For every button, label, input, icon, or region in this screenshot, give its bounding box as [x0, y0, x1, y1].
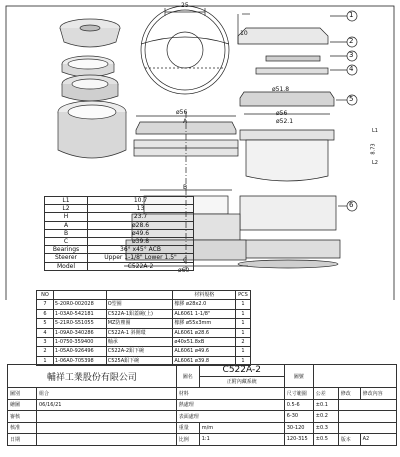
parts-cell-mat: AL6061 ø28.6 — [173, 328, 236, 337]
parts-cell-name: C522A-2鋁下碗 — [106, 347, 173, 356]
top-view — [141, 6, 229, 94]
blank-cell-c — [37, 434, 177, 446]
spec-value: ø49.6 — [88, 229, 194, 237]
spec-key: H — [45, 213, 88, 221]
spec-row — [45, 246, 194, 254]
parts-cell-mat: ø40x51.8xB — [173, 338, 236, 347]
spec-row — [45, 229, 194, 237]
spec-key: L2 — [45, 205, 88, 213]
size-tol-1: ±0.2 — [313, 411, 338, 423]
spec-key: Steerer — [45, 254, 88, 262]
company-name: 輔祥工業股份有限公司 — [8, 365, 177, 388]
parts-cell-pn: 1-0750-359400 — [53, 338, 106, 347]
spec-key: A — [45, 221, 88, 229]
callout-2: 2 — [349, 37, 354, 45]
parts-cell-pcs: 1 — [236, 309, 251, 318]
size-header-3: 修改內容 — [360, 388, 396, 400]
parts-header-pcs: PCS — [236, 291, 251, 300]
parts-row — [37, 338, 251, 347]
size-range-1: 6-30 — [284, 411, 313, 423]
parts-cell-no: 3 — [37, 338, 54, 347]
dim-side-c: L2 — [372, 160, 378, 166]
spec-row — [45, 205, 194, 213]
size-range-2: 30-120 — [284, 422, 313, 434]
parts-header-mat: 材料規格 — [173, 291, 236, 300]
row-field-5: 比例 — [176, 434, 199, 446]
spec-value: 13 — [88, 205, 194, 213]
spec-value: ø39.8 — [88, 238, 194, 246]
parts-cell-name: C522A-1鋁蓋碗(上) — [106, 309, 173, 318]
parts-cell-pn: 5-20R0-002028 — [53, 300, 106, 309]
spec-row — [45, 238, 194, 246]
exploded-view — [58, 19, 126, 158]
dim-60: ø60 — [178, 267, 190, 274]
callout-6: 6 — [349, 201, 354, 209]
figure-label: 圖號 — [284, 365, 313, 388]
parts-header-name — [106, 291, 173, 300]
spec-table — [44, 196, 194, 271]
row-field-0: 組合 — [37, 388, 177, 400]
dim-side-a: 8.73 — [370, 143, 377, 155]
revision-cell-3 — [338, 422, 396, 434]
row-field-2: 熱處理 — [176, 399, 284, 411]
parts-row — [37, 300, 251, 309]
revision-cell-2 — [338, 411, 396, 423]
spec-value: 10.7 — [88, 197, 194, 205]
callout-1: 1 — [349, 11, 354, 19]
dim-51-8: ø51.8 — [272, 86, 290, 93]
dim-c: C — [183, 257, 188, 264]
spec-key: Bearings — [45, 246, 88, 254]
parts-cell-pn: 1-03A0-542181 — [53, 309, 106, 318]
dim-56-b: ø56 — [276, 110, 288, 117]
parts-cell-mat: AL6061 ø39.8 — [173, 356, 236, 365]
revision-cell — [338, 399, 396, 411]
parts-cell-no: 7 — [37, 300, 54, 309]
parts-list — [36, 290, 251, 366]
name-label: 圖名 — [176, 365, 199, 388]
parts-cell-pcs: 2 — [236, 338, 251, 347]
spec-row — [45, 262, 194, 270]
spec-row — [45, 197, 194, 205]
spec-row — [45, 254, 194, 262]
size-range-3: 120-315 — [284, 434, 313, 446]
parts-cell-no: 6 — [37, 309, 54, 318]
spec-value: 36° x45° ACB — [88, 246, 194, 254]
parts-cell-mat: 橡膠 ø28x2.0 — [173, 300, 236, 309]
parts-header-row — [37, 291, 251, 300]
size-range-0: 0.5-6 — [284, 399, 313, 411]
parts-cell-no: 1 — [37, 356, 54, 365]
parts-row — [37, 347, 251, 356]
dim-side-b: L1 — [372, 128, 378, 134]
scale-cell: 1:1 — [199, 434, 284, 446]
dim-52-1: ø52.1 — [276, 118, 294, 125]
parts-cell-name: MZ防塵圈 — [106, 319, 173, 328]
row-label-0: 圖別 — [8, 388, 37, 400]
parts-cell-mat: AL6061 ø49.6 — [173, 347, 236, 356]
drawing-subtitle: 正附內藏系統 — [199, 376, 284, 388]
spec-key: Model — [45, 262, 88, 270]
row-label-2: 審核 — [8, 411, 37, 423]
title-block — [7, 364, 397, 446]
page-label: 版本 — [338, 434, 360, 446]
row-label-1: 繪圖 — [8, 399, 37, 411]
row-field-4: 重量 — [176, 422, 199, 434]
dim-b: B — [183, 184, 188, 191]
parts-cell-no: 5 — [37, 319, 54, 328]
unit-cell: m/m — [199, 422, 284, 434]
dim-top-width: 25 — [181, 2, 189, 9]
size-tol-0: ±0.1 — [313, 399, 338, 411]
spec-value: ø28.6 — [88, 221, 194, 229]
parts-cell-pcs: 1 — [236, 300, 251, 309]
blank-cell-b — [37, 422, 177, 434]
spec-key: C — [45, 238, 88, 246]
size-header-0: 尺寸範圍 — [284, 388, 313, 400]
parts-cell-pcs: 1 — [236, 356, 251, 365]
parts-cell-name: C525A鋁下碗 — [106, 356, 173, 365]
parts-cell-name: 軸承 — [106, 338, 173, 347]
parts-cell-pcs: 1 — [236, 347, 251, 356]
parts-row — [37, 309, 251, 318]
parts-cell-pcs: 1 — [236, 319, 251, 328]
callout-5: 5 — [349, 95, 354, 103]
dim-side-h: 10 — [240, 30, 248, 37]
parts-cell-name: C522A-1 斜開環 — [106, 328, 173, 337]
parts-cell-pn: 5-21R0-S51055 — [53, 319, 106, 328]
drawing-title: C522A-2 — [199, 365, 284, 377]
parts-row — [37, 328, 251, 337]
dim-56: ø56 — [176, 109, 188, 116]
parts-cell-no: 2 — [37, 347, 54, 356]
size-tol-2: ±0.3 — [313, 422, 338, 434]
parts-cell-pn: 1-05A0-926496 — [53, 347, 106, 356]
figure-number — [313, 365, 396, 388]
row-label-3: 核准 — [8, 422, 37, 434]
spec-row — [45, 221, 194, 229]
section-views — [236, 14, 340, 268]
parts-cell-pn: 1-06A0-705398 — [53, 356, 106, 365]
size-tol-3: ±0.5 — [313, 434, 338, 446]
blank-cell-a — [37, 411, 177, 423]
callout-4: 4 — [349, 65, 354, 73]
parts-cell-mat: AL6061 1-1/8" — [173, 309, 236, 318]
spec-value: Upper 1-1/8" Lower 1.5" — [88, 254, 194, 262]
drawing-date: 06/16/21 — [37, 399, 177, 411]
parts-header-no: NO — [37, 291, 54, 300]
sheet-size: A2 — [360, 434, 396, 446]
dim-a: A — [183, 118, 188, 125]
parts-cell-no: 4 — [37, 328, 54, 337]
spec-value: C522A-2 — [88, 262, 194, 270]
row-field-1: 材料 — [176, 388, 284, 400]
row-label-4: 日期 — [8, 434, 37, 446]
spec-key: B — [45, 229, 88, 237]
row-field-3: 表面處理 — [176, 411, 284, 423]
size-header-2: 修改 — [338, 388, 360, 400]
parts-cell-mat: 橡膠 ø55x3mm — [173, 319, 236, 328]
spec-key: L1 — [45, 197, 88, 205]
callout-3: 3 — [349, 51, 354, 59]
spec-value: 23.7 — [88, 213, 194, 221]
parts-cell-name: O型圈 — [106, 300, 173, 309]
parts-cell-pn: 1-09A0-340286 — [53, 328, 106, 337]
parts-header-pn — [53, 291, 106, 300]
size-header-1: 公差 — [313, 388, 338, 400]
spec-row — [45, 213, 194, 221]
parts-row — [37, 319, 251, 328]
parts-cell-pcs: 1 — [236, 328, 251, 337]
